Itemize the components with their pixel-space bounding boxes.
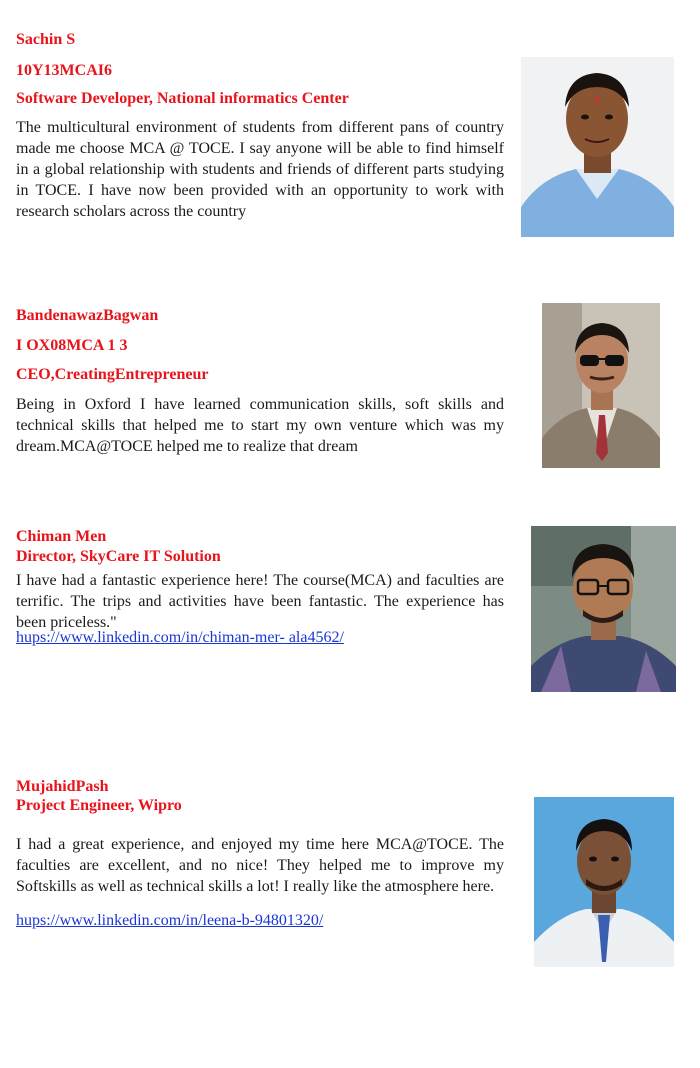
person-photo [521, 57, 674, 237]
linkedin-link[interactable]: hups://www.linkedin.com/in/leena-b-94801320/ [16, 912, 324, 929]
linkedin-link[interactable] [16, 629, 344, 647]
person-role: Project Engineer, Wipro [16, 797, 182, 814]
person-name: BandenawazBagwan [16, 307, 159, 324]
testimonial-text: I had a great experience, and enjoyed my time here MCA@TOCE. The faculties are excellent, and no nice! They helped me to improve my Softskills as well as technical skills a lot! I really like the atmosphere here. [16, 836, 504, 895]
person-photo [542, 303, 660, 468]
testimonial-text: Being in Oxford I have learned communication skills, soft skills and technical skills that helped me to start my own venture which was my dream.MCA@TOCE helped me to realize that dream [16, 396, 504, 455]
person-name: MujahidPash [16, 778, 109, 795]
person-role: Director, SkyCare IT Solution [16, 548, 221, 565]
student-id: I OX08MCA 1 3 [16, 337, 128, 354]
person-name: Chiman Men [16, 528, 107, 545]
student-id: 10Y13MCAI6 [16, 62, 112, 79]
testimonial-text: The multicultural environment of students from different pans of country made me choose MCA @ TOCE. I say anyone will be able to find himself in a global relationship with students and friends of different parts studying in TOCE. I have now been provided with an opportunity to work with research scholars across the country [16, 119, 504, 220]
person-role: CEO,CreatingEntrepreneur [16, 366, 209, 383]
person-photo [531, 526, 676, 692]
person-photo [534, 797, 674, 967]
testimonial-text: I have had a fantastic experience here! The course(MCA) and faculties are terrific. The trips and activities have been fantastic. The experience has been priceless." [16, 572, 504, 631]
linkedin-link-part-a: hups://www.linkedin.com/in/chiman-mer- [16, 629, 285, 646]
person-role: Software Developer, National informatics Center [16, 90, 349, 107]
linkedin-link-part-b: ala4562/ [284, 629, 344, 646]
person-name: Sachin S [16, 31, 76, 48]
